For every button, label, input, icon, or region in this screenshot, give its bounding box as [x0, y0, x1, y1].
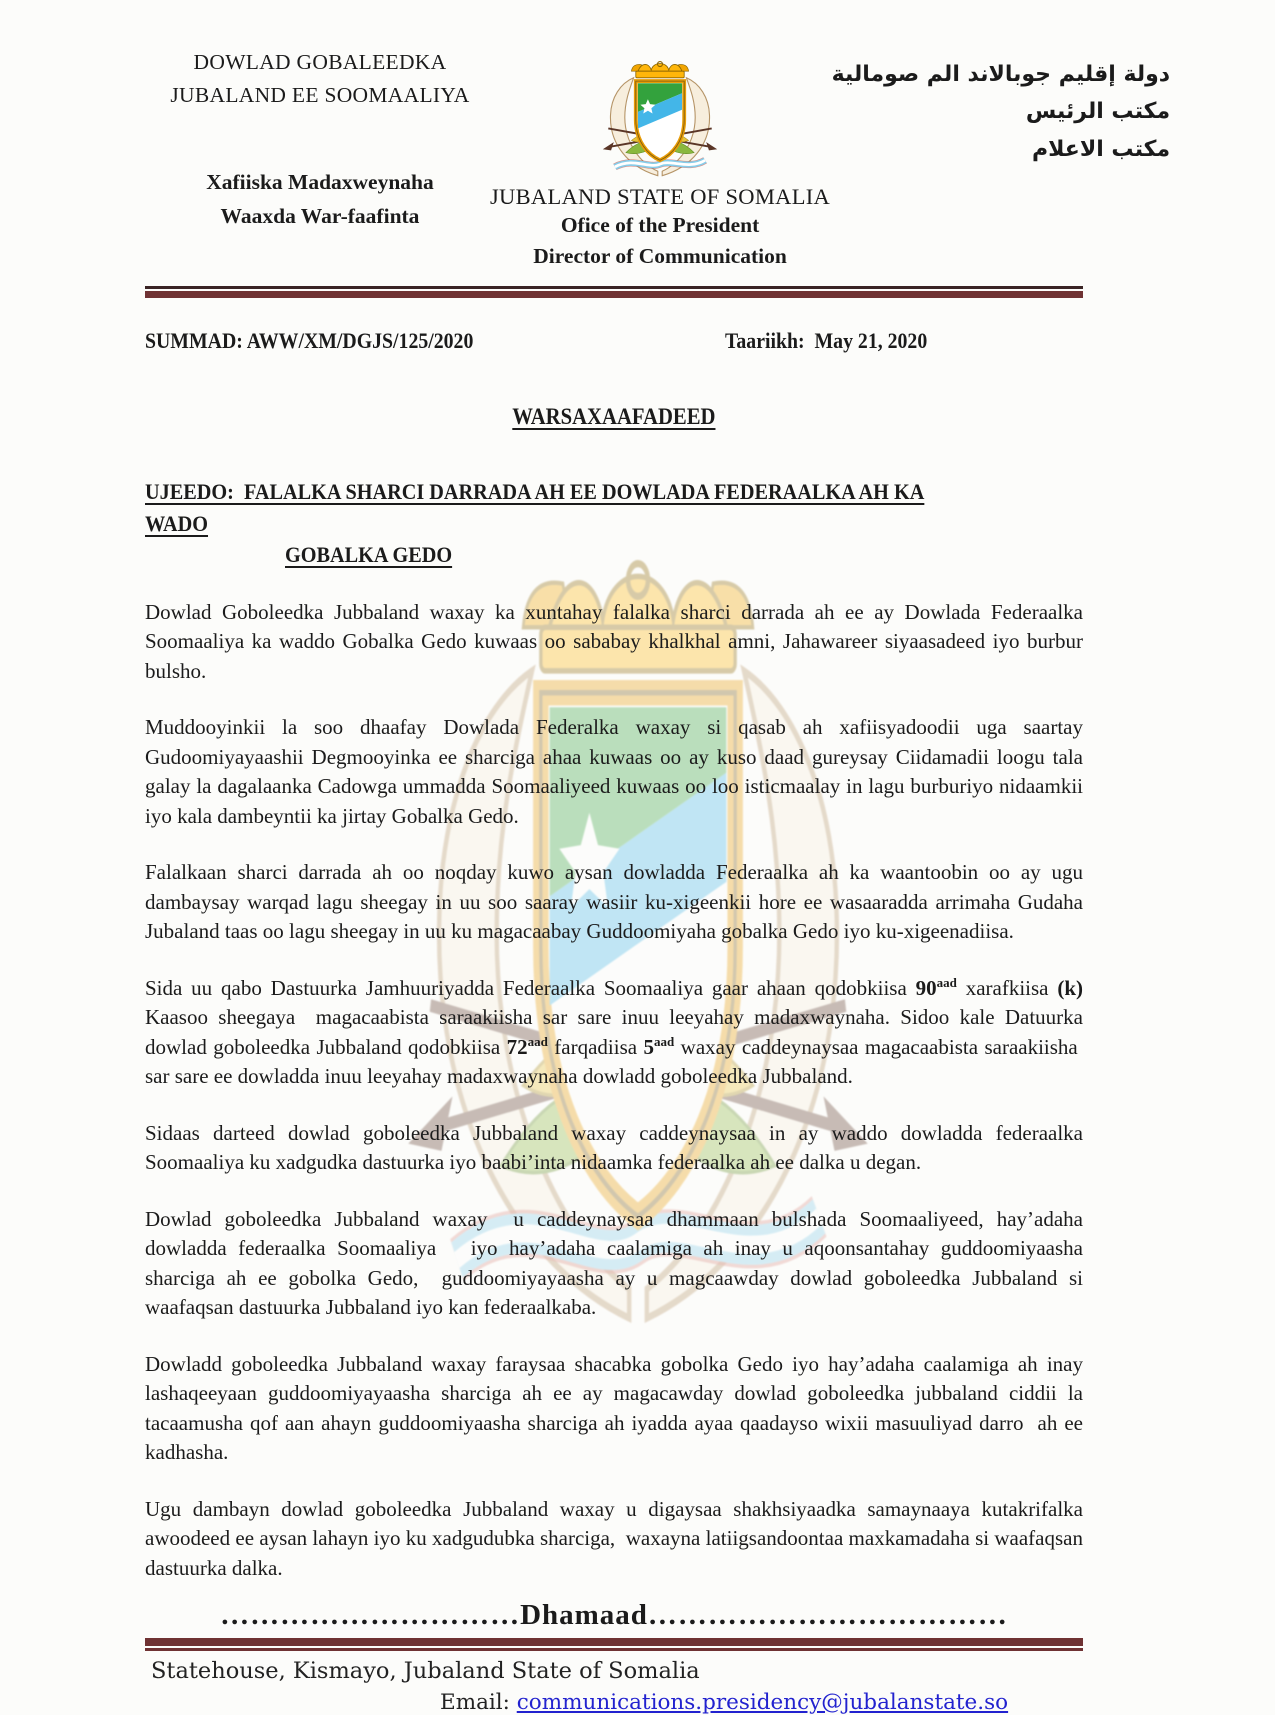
- footer-address: Statehouse, Kismayo, Jubaland State of Somalia: [151, 1657, 700, 1684]
- org-name-line2: JUBALAND EE SOOMAALIYA: [170, 83, 470, 108]
- org-name-line1: DOWLAD GOBALEEDKA: [193, 50, 447, 74]
- email-link[interactable]: communications.presidency@jubalanstate.so: [516, 1689, 1009, 1715]
- reference-number: SUMMAD: AWW/XM/DGJS/125/2020: [145, 328, 474, 354]
- document-title: WARSAXAAFADEED: [512, 404, 716, 430]
- department-english: Director of Communication: [533, 244, 787, 269]
- letterhead: [0, 0, 1275, 272]
- office-english: Ofice of the President: [560, 213, 760, 237]
- office-somali-line2: Waaxda War-faafinta: [220, 204, 420, 229]
- body-paragraph-8: Ugu dambayn dowlad goboleedka Jubbaland waxay u digaysaa shakhsiyaadka samaynaaya kutakrifalka awoodeed ee aysan lahayn iyo ku xadgudubka sharciga, waxayna latiigsandoontaa maxkamadaha si waafaqsan dastuurka dalka.: [145, 1496, 1083, 1580]
- body-paragraph-1: Dowlad Goboleedka Jubbaland waxay ka xuntahay falalka sharci darrada ah ee ay Dowlada Federaalka Soomaaliya ka waddo Gobalka Gedo kuwaas oo sababay khalkhal amni, Jahawareer siyaasadeed iyo burbur bulsho.: [145, 599, 1083, 683]
- footer-email-row: [440, 1690, 1083, 1715]
- body-paragraph-2: Muddooyinkii la soo dhaafay Dowlada Federalka waxay si qasab ah xafiisyadoodii uga saartay Gudoomiyayaashii Degmooyinka ee sharciga ahaa kuwaas oo ay kuso daad gureysay Ciidamadii loogu tala galay la dagalaanka Cadowga ummadda Soomaaliyeed kuwaas oo loo isticmaalay in lagu burburiyo nidaamkii iyo kala dambeyntii ka jirtay Gobalka Gedo.: [145, 715, 1083, 828]
- arabic-line3: مكتب الاعلام: [1031, 136, 1171, 162]
- subject-heading: [145, 476, 1083, 571]
- reference-row: [145, 328, 1083, 358]
- body-paragraph-4: Sida uu qabo Dastuurka Jamhuuriyadda Federaalka Soomaaliya gaar ahaan qodobkiisa $90^{aad}$ xarafkiisa (k) Kaasoo sheegaya magacaabista saraakiisha sar sare inuu leeyahay madaxwaynaha. Sidoo kale Datuurka dowlad goboleedka Jubbaland qodobkiisa $72^{aad}$ farqadiisa $5^{aad}$ waxay caddeynaysaa magacaabista saraakiisha sar sare ee dowladda inuu leeyahay madaxwaynaha dowladd goboleedka Jubbaland.: [145, 974, 1083, 1089]
- letterhead-somali-block: [150, 34, 490, 272]
- closing-line: …………………………Dhamaad………………………………: [220, 1599, 1008, 1632]
- office-somali-line1: Xafiiska Madaxweynaha: [206, 169, 434, 194]
- state-name-english: JUBALAND STATE OF SOMALIA: [490, 184, 831, 209]
- email-label: Email:: [440, 1689, 517, 1715]
- body-paragraph-5: Sidaas darteed dowlad goboleedka Jubbaland waxay caddeynaysaa in ay waddo dowladda federaalka Soomaaliya ku xadgudka dastuurka iyo baabi’inta nidaamka federaalka ah ee dalka u degan.: [145, 1120, 1083, 1175]
- footer-divider: [145, 1638, 1083, 1651]
- jubaland-coat-of-arms-icon: [594, 58, 726, 180]
- subject-line1: UJEEDO: FALALKA SHARCI DARRADA AH EE DOWLADA FEDERAALKA AH KA WADO: [145, 479, 925, 536]
- letterhead-arabic-block: [830, 56, 1170, 272]
- arabic-line2: مكتب الرئيس: [1025, 99, 1171, 125]
- letterhead-center-block: [490, 58, 830, 272]
- body-paragraph-7: Dowladd goboleedka Jubbaland waxay faraysaa shacabka gobolka Gedo iyo hay’adaha caalamiga ah inay lashaqeeyaan guddoomiyayaasha sharciga ah ee ay magacawday dowlad goboleedka jubbaland ciddii la tacaamusha qof aan ahayn guddoomiyaasha sharciga ah iyadda ayaa qaadayso wixii masuuliyad darro ah ee kadhasha.: [145, 1351, 1083, 1465]
- subject-line2: GOBALKA GEDO: [285, 542, 453, 568]
- body-paragraph-6: Dowlad goboleedka Jubbaland waxay u caddeynaysaa dhammaan bulshada Soomaaliyeed, hay’adaha dowladda federaalka Soomaaliya iyo hay’adaha caalamiga ah inay u aqoonsantahay guddoomiyaasha sharciga ah ee gobolka Gedo, guddoomiyayaasha ay u magcaawday dowlad goboleedka Jubbaland si waafaqsan dastuurka Jubbaland iyo kan federaalkaba.: [145, 1206, 1083, 1320]
- body-paragraph-3: Falalkaan sharci darrada ah oo noqday kuwo aysan dowladda Federaalka ah ka waantoobin oo ay ugu dambaysay warqad lagu sheegay in uu soo saaray wasiir ku-xigeenkii hore ee wasaaradda arrimaha Gudaha Jubaland taas oo lagu sheegay in uu ku magacaabay Guddoomiyaha gobalka Gedo iyo ku-xigeenadiisa.: [145, 860, 1083, 944]
- header-divider: [145, 286, 1083, 298]
- date-label: Taariikh: May 21, 2020: [725, 328, 928, 354]
- arabic-line1: دولة إقليم جوبالاند الم صومالية: [831, 62, 1171, 87]
